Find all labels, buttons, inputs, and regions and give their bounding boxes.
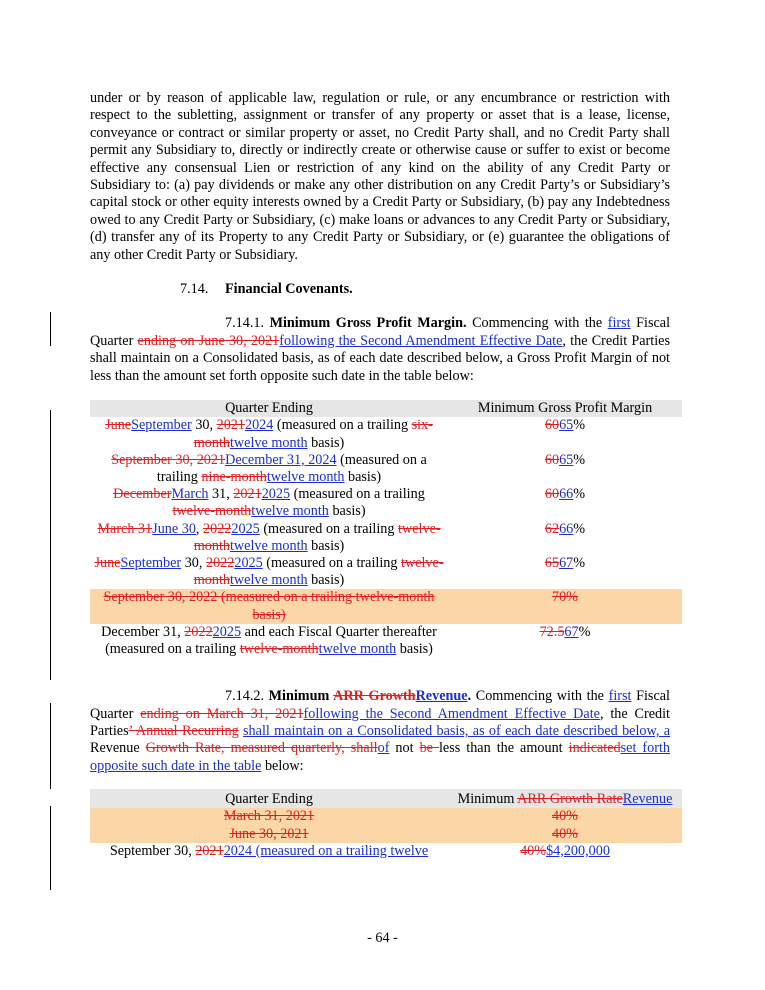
table-cell: [448, 555, 682, 589]
deleted-text: six-month: [193, 417, 433, 451]
inserted-text: Revenue: [622, 791, 673, 808]
inserted-text: September: [131, 417, 192, 434]
inserted-text: 67: [564, 623, 579, 640]
intro-paragraph: under or by reason of applicable law, regulation or rule, or any encumbrance or restriction with respect to the subletting, assignment or transfer of any property or asset that is a lease, license, conveyance or contract or similar property or asset, no Credit Party shall, and no Credit Party shall permit any Subsidiary to, directly or indirectly create or otherwise cause or suffer to exist or become effective any consensual Lien or restriction of any kind on the ability of any Credit Party or Subsidiary to: (a) pay dividends or make any other distribution on any Credit Party’s or Subsidiary’s capital stock or other equity interests owned by a Credit Party or Subsidiary, (b) pay any Indebtedness owed to any Credit Party or Subsidiary, (c) make loans or advances to any Credit Party or Subsidiary, (d) transfer any of its Property to any Credit Party or Subsidiary, or (e) guarantee the obligations of any other Credit Party or Subsidiary.: [90, 90, 670, 263]
subsection-number: 7.14.2.: [225, 688, 265, 705]
text: %: [573, 554, 586, 571]
column-header: Quarter Ending: [90, 789, 448, 808]
deleted-text: nine-month: [201, 468, 267, 485]
inserted-text: June 30: [152, 520, 196, 537]
inserted-text: 2025: [212, 623, 242, 640]
deleted-text: ARR Growth: [333, 688, 416, 705]
inserted-text: 66: [559, 520, 574, 537]
inserted-text: first: [607, 315, 631, 332]
table-cell: [90, 589, 448, 623]
text: (measured on a trailing: [262, 554, 401, 571]
deleted-text: indicated: [568, 740, 621, 757]
gross-margin-table: [90, 400, 682, 658]
deleted-text: March 31: [97, 520, 153, 537]
table-row: [90, 843, 682, 860]
text: Fiscal Quarter: [90, 315, 671, 349]
table-cell: [448, 521, 682, 555]
inserted-text: 67: [559, 554, 574, 571]
change-bar: [50, 806, 51, 890]
table-cell: [448, 808, 682, 825]
table-cell: [448, 589, 682, 623]
deleted-text: 2022: [184, 623, 213, 640]
inserted-text: March: [171, 486, 209, 503]
deleted-text: 2022: [203, 520, 232, 537]
paragraph-7-14-2: [90, 688, 670, 775]
table-cell: [448, 486, 682, 520]
inserted-text: first: [608, 688, 632, 705]
deleted-text: June 30, 2021: [229, 825, 309, 842]
table-cell: [90, 452, 448, 486]
deleted-text: September 30, 2022 (measured on a trailing twelve-month basis): [103, 589, 435, 623]
table-cell: [90, 417, 448, 451]
text: and each Fiscal Quarter thereafter (measured on a trailing: [105, 623, 437, 657]
text: (measured on a trailing: [290, 486, 425, 503]
text: Commencing with the: [466, 315, 608, 332]
inserted-text: of: [377, 740, 390, 757]
text: %: [573, 451, 586, 468]
deleted-text: ending on June 30, 2021: [137, 332, 280, 349]
inserted-text: twelve month: [251, 503, 329, 520]
inserted-text: 2024 (measured on a trailing twelve: [223, 842, 429, 859]
deleted-text: ARR Growth Rate: [517, 791, 623, 808]
deleted-text: ’ Annual Recurring: [128, 722, 239, 739]
deleted-text: ending on March 31, 2021: [140, 705, 304, 722]
table-row-deleted: [90, 808, 682, 825]
text: , the Credit Parties shall maintain on a Consolidated basis, as of each date described below, a Gross Profit Margin of not less than the amount set forth opposite such date in the table below:: [90, 332, 670, 384]
column-header: Minimum Gross Profit Margin: [448, 400, 682, 417]
deleted-text: September 30, 2021: [111, 451, 226, 468]
table-cell: [448, 843, 682, 860]
deleted-text: Growth Rate, measured quarterly, shall: [145, 740, 378, 757]
text: %: [573, 417, 586, 434]
inserted-text: 2025: [234, 554, 263, 571]
deleted-text: 60: [544, 486, 560, 503]
deleted-text: December: [113, 486, 172, 503]
deleted-text: be: [419, 740, 439, 757]
table-row-deleted: [90, 589, 682, 623]
inserted-text: 65: [559, 451, 574, 468]
text: basis): [307, 434, 345, 451]
text: 30,: [191, 417, 217, 434]
table-row: [90, 521, 682, 555]
text: basis): [344, 468, 382, 485]
deleted-text: 2021: [195, 842, 224, 859]
inserted-text: September: [120, 554, 182, 571]
text: 30,: [181, 554, 206, 571]
text: , the Credit Parties: [90, 705, 671, 739]
subsection-title: Minimum Gross Profit Margin.: [269, 315, 467, 332]
deleted-text: 2022: [205, 554, 235, 571]
subsection-number: 7.14.1.: [225, 315, 265, 332]
table-cell: [90, 486, 448, 520]
inserted-text: shall maintain on a Consolidated basis, as of each date described below, a: [243, 722, 671, 739]
section-heading-7-14: [90, 281, 670, 298]
change-bar: [50, 410, 51, 680]
text: (measured on a trailing: [259, 520, 399, 537]
table-row: [90, 417, 682, 451]
text: less than the amount: [438, 740, 569, 757]
inserted-text: twelve month: [229, 434, 308, 451]
deleted-text: twelve-month: [172, 503, 252, 520]
text: %: [573, 486, 586, 503]
section-title: Financial Covenants.: [225, 281, 353, 298]
text: September 30,: [109, 842, 196, 859]
text: 31,: [208, 486, 234, 503]
change-bar: [50, 312, 51, 346]
table-cell: [90, 843, 448, 860]
deleted-text: 72.5: [539, 623, 565, 640]
text: below:: [261, 757, 304, 774]
inserted-text: 65: [559, 417, 574, 434]
deleted-text: 60: [544, 417, 560, 434]
table-cell: [90, 521, 448, 555]
text: .: [467, 688, 472, 705]
inserted-text: 2025: [261, 486, 291, 503]
table-cell: [90, 826, 448, 843]
table-cell: [448, 826, 682, 843]
table-cell: [448, 624, 682, 658]
table-row: [90, 624, 682, 658]
inserted-text: $4,200,000: [546, 842, 610, 859]
table-cell: [90, 624, 448, 658]
inserted-text: Revenue: [415, 688, 468, 705]
table-row: [90, 555, 682, 589]
paragraph-7-14-1: [90, 315, 670, 385]
text: basis): [328, 503, 366, 520]
section-number: 7.14.: [180, 281, 209, 298]
deleted-text: 62: [544, 520, 560, 537]
text: December 31,: [101, 623, 185, 640]
table-header: [90, 789, 682, 808]
text: not: [389, 740, 420, 757]
inserted-text: following the Second Amendment Effective Date: [303, 705, 600, 722]
inserted-text: twelve month: [266, 468, 345, 485]
deleted-text: March 31, 2021: [223, 808, 315, 825]
text: %: [573, 520, 586, 537]
inserted-text: 2025: [231, 520, 260, 537]
text: (measured on a trailing: [156, 451, 427, 485]
deleted-text: 2021: [216, 417, 245, 434]
text: %: [578, 623, 591, 640]
table-cell: [448, 417, 682, 451]
text: Fiscal Quarter: [90, 688, 670, 722]
table-cell: [90, 808, 448, 825]
deleted-text: 2021: [233, 486, 262, 503]
text: Minimum: [457, 791, 518, 808]
text: basis): [307, 537, 345, 554]
text: basis): [396, 640, 433, 657]
deleted-text: twelve-month: [193, 520, 441, 554]
text: ,: [195, 520, 204, 537]
deleted-text: 65: [544, 554, 560, 571]
inserted-text: December 31, 2024: [225, 451, 337, 468]
text: (measured on a trailing: [273, 417, 412, 434]
deleted-text: 40%: [551, 808, 578, 825]
deleted-text: 70%: [551, 589, 578, 606]
text: Revenue: [90, 740, 146, 757]
inserted-text: twelve month: [318, 640, 397, 657]
table-row: [90, 486, 682, 520]
revenue-table: [90, 789, 682, 860]
deleted-text: 60: [544, 451, 560, 468]
table-row-deleted: [90, 826, 682, 843]
inserted-text: 2024: [244, 417, 274, 434]
table-cell: [90, 555, 448, 589]
text: basis): [307, 572, 345, 589]
inserted-text: twelve month: [229, 572, 308, 589]
deleted-text: June: [105, 417, 132, 434]
inserted-text: twelve month: [229, 537, 308, 554]
page-number: - 64 -: [367, 930, 398, 946]
table-row: [90, 452, 682, 486]
table-header: [90, 400, 682, 417]
inserted-text: 66: [559, 486, 574, 503]
column-header: Quarter Ending: [90, 400, 448, 417]
deleted-text: 40%: [520, 842, 547, 859]
deleted-text: twelve-month: [193, 554, 444, 589]
text: Minimum: [268, 688, 334, 705]
deleted-text: twelve-month: [239, 640, 319, 657]
inserted-text: set forth opposite such date in the table: [90, 740, 670, 774]
inserted-text: following the Second Amendment Effective Date: [279, 332, 563, 349]
deleted-text: 40%: [551, 825, 578, 842]
column-header: [448, 789, 682, 808]
change-bar: [50, 703, 51, 789]
text: Commencing with the: [471, 688, 609, 705]
page-body: [90, 90, 673, 860]
subsection-title: [269, 688, 471, 704]
table-cell: [448, 452, 682, 486]
deleted-text: June: [94, 554, 121, 571]
